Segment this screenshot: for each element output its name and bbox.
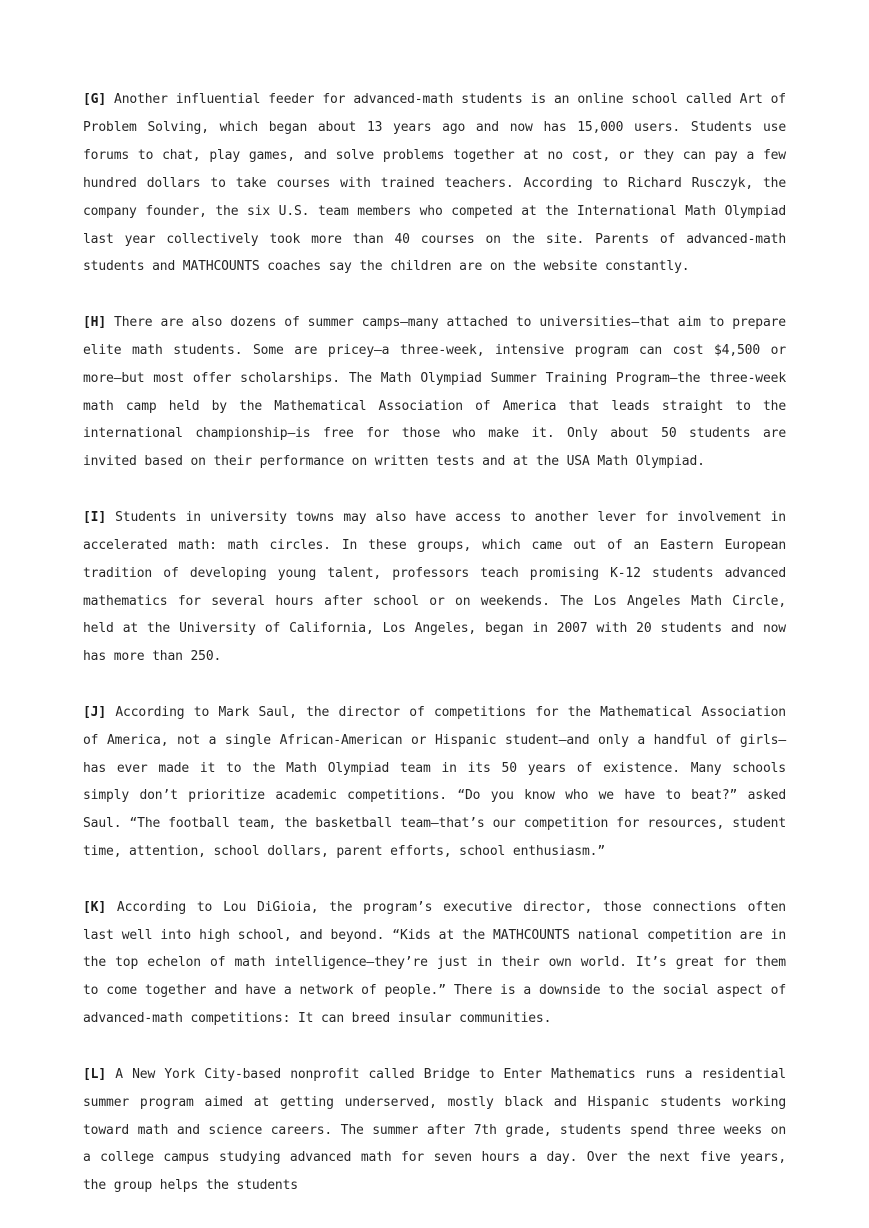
- paragraph-text: Another influential feeder for advanced-math students is an online school called Art of Problem Solving, which began about 13 years ago and now has 15,000 users. Students use forums to chat, play games, and solve problems together at no cost, or they can pay a few hundred dollars to take courses with trained teachers. According to Richard Rusczyk, the company founder, the six U.S. team members who competed at the International Math Olympiad last year collectively took more than 40 courses on the site. Parents of advanced-math students and MATHCOUNTS coaches say the children are on the website constantly.: [83, 92, 786, 275]
- paragraph-label: [G]: [83, 92, 107, 107]
- paragraph-text: A New York City-based nonprofit called Bridge to Enter Mathematics runs a residential summer program aimed at getting underserved, mostly black and Hispanic students working toward math and science careers. The summer after 7th grade, students spend three weeks on a college campus studying advanced math for seven hours a day. Over the next five years, the group helps the students: [83, 1066, 786, 1194]
- paragraph-label: [H]: [83, 314, 107, 330]
- paragraph-text: Students in university towns may also have access to another lever for involvement in accelerated math: math circles. In these groups, which came out of an Eastern European tradition of developing young talent, professors teach promising K-12 students advanced mathematics for several hours after school or on weekends. The Los Angeles Math Circle, held at the University of California, Los Angeles, began in 2007 with 20 students and now has more than 250.: [83, 509, 786, 665]
- paragraph-text: According to Mark Saul, the director of competitions for the Mathematical Association of America, not a single African-American or Hispanic student—and only a handful of girls—has ever made it to the Math Olympiad team in its 50 years of existence. Many schools simply don’t prioritize academic competitions. “Do you know who we have to beat?” asked Saul. “The football team, the basketball team—that’s our competition for resources, student time, attention, school dollars, parent efforts, school enthusiasm.”: [83, 704, 786, 860]
- paragraph-h: [83, 309, 786, 476]
- paragraph-label: [K]: [83, 899, 107, 915]
- paragraph-label: [J]: [83, 704, 107, 720]
- paragraph-l: [83, 1061, 786, 1201]
- paragraph-k: [83, 894, 786, 1034]
- paragraph-g: [83, 86, 786, 281]
- paragraph-text: According to Lou DiGioia, the program’s executive director, those connections often last well into high school, and beyond. “Kids at the MATHCOUNTS national competition are in the top echelon of math intelligence—they’re just in their own world. It’s great for them to come together and have a network of people.” There is a downside to the social aspect of advanced-math competitions: It can breed insular communities.: [83, 899, 786, 1027]
- paragraph-i: [83, 504, 786, 671]
- paragraph-label: [I]: [83, 509, 107, 525]
- paragraph-label: [L]: [83, 1066, 107, 1082]
- document-page: [83, 86, 786, 1228]
- paragraph-j: [83, 699, 786, 866]
- paragraph-text: There are also dozens of summer camps—many attached to universities—that aim to prepare elite math students. Some are pricey—a three-week, intensive program can cost $4,500 or more—but most offer scholarships. The Math Olympiad Summer Training Program—the three-week math camp held by the Mathematical Association of America that leads straight to the international championship—is free for those who make it. Only about 50 students are invited based on their performance on written tests and at the USA Math Olympiad.: [83, 314, 786, 470]
